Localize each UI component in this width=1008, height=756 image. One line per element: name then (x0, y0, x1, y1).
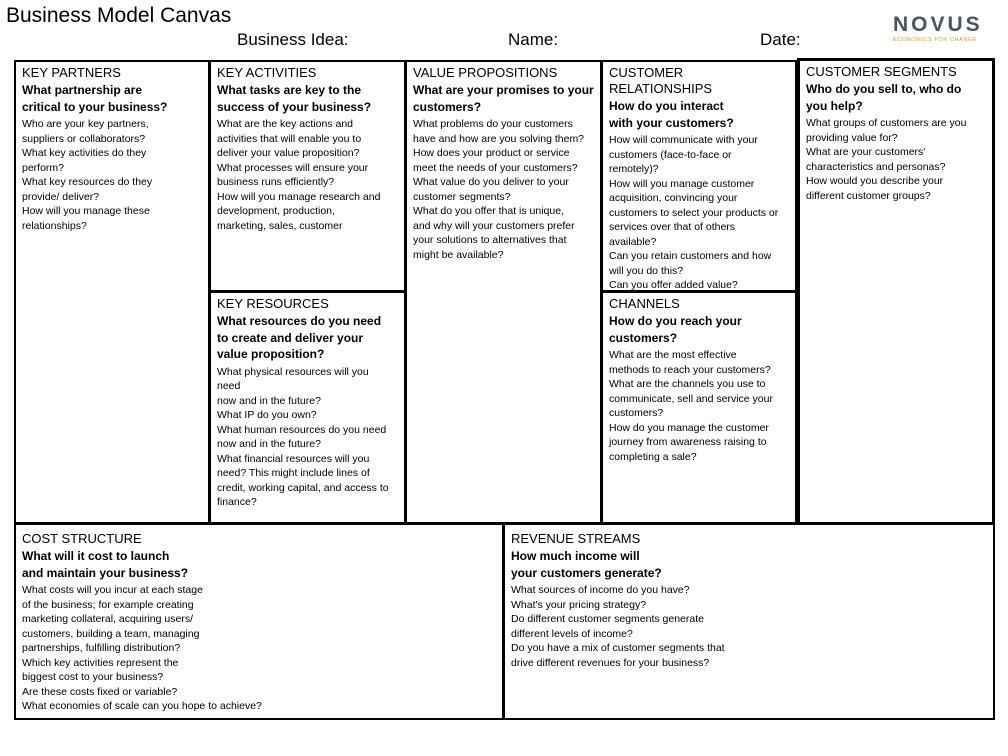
customer-relationships-text: How will communicate with your customers (face-to-face or remotely)? How will you manage customer acquisition, convincing your customers to select your products or services over that of others available? Can you retain customers and how will you do this? Can you offer added value? (609, 134, 779, 291)
key-partners-text: Who are your key partners, suppliers or collaborators? What key activities do they perform? What key resources do they provide/ deliver? How will you manage these relationships? (22, 118, 153, 232)
key-activities-question: What tasks are key to the success of your business? (217, 83, 372, 114)
revenue-streams-text: What sources of income do you have? What's your pricing strategy? Do different customer segments generate different levels of income? Do you have a mix of customer segments that drive different revenues for your business? (511, 584, 725, 669)
customer-relationships-heading: CUSTOMER RELATIONSHIPS (609, 65, 713, 96)
value-propositions-question: What are your promises to your customers? (413, 83, 594, 114)
customer-relationships-box (601, 60, 797, 292)
cost-structure-heading: COST STRUCTURE (22, 531, 142, 546)
customer-relationships-question: How do you interact with your customers? (609, 99, 734, 130)
channels-text: What are the most effective methods to reach your customers? What are the channels you use to communicate, sell and service your customers? How do you manage the customer journey from awareness raising to completing a sale? (609, 349, 773, 463)
key-resources-heading: KEY RESOURCES (217, 296, 329, 311)
logo-tagline: ECONOMICS FOR CHANGE (893, 37, 978, 43)
value-propositions-heading: VALUE PROPOSITIONS (413, 65, 558, 80)
business-idea-label: Business Idea: (237, 30, 349, 49)
cost-structure-box (14, 523, 504, 720)
key-resources-text: What physical resources will you need now and in the future? What IP do you own? What human resources do you need now and in the future? What financial resources will you need? This might include lines of credit, working capital, and access to finance? (217, 365, 389, 508)
novus-logo (893, 14, 983, 48)
cost-structure-question: What will it cost to launch and maintain your business? (22, 549, 189, 580)
key-resources-box (209, 291, 406, 524)
page-title: Business Model Canvas (6, 4, 232, 27)
key-resources-question: What resources do you need to create and deliver your value proposition? (217, 314, 382, 361)
revenue-streams-question: How much income will your customers generate? (511, 549, 662, 580)
customer-segments-text: What groups of customers are you providing value for? What are your customers' characteristics and personas? How would you describe your different customer groups? (806, 117, 967, 202)
key-activities-heading: KEY ACTIVITIES (217, 65, 317, 80)
date-label: Date: (760, 30, 801, 49)
key-activities-box (209, 60, 406, 292)
revenue-streams-box (503, 523, 995, 720)
key-activities-text: What are the key actions and activities that will enable you to deliver your value proposition? What processes will ensure your business runs efficiently? How will you manage research and development, production, marketing, sales, customer (217, 118, 381, 232)
cost-structure-text: What costs will you incur at each stage of the business; for example creating marketing collateral, acquiring users/ customers, building a team, managing partnerships, fulfilling distribution? Which key activities represent the biggest cost to your business? Are these costs fixed or variable? What economies of scale can you hope to achieve? (22, 584, 262, 712)
key-partners-question: What partnership are critical to your business? (22, 83, 168, 114)
key-partners-box (14, 60, 210, 524)
customer-segments-box (797, 58, 995, 525)
channels-box (601, 291, 797, 524)
key-partners-heading: KEY PARTNERS (22, 65, 121, 80)
name-label: Name: (508, 30, 559, 49)
channels-heading: CHANNELS (609, 296, 680, 311)
customer-segments-heading: CUSTOMER SEGMENTS (806, 64, 957, 79)
channels-question: How do you reach your customers? (609, 314, 742, 345)
value-propositions-text: What problems do your customers have and how are you solving them? How does your product or service meet the needs of your customers? What value do you deliver to your customer segments? What do you offer that is unique, and why will your customers prefer your solutions to alternatives that might be available? (413, 118, 585, 261)
customer-segments-question: Who do you sell to, who do you help? (806, 82, 962, 113)
value-propositions-box (405, 60, 602, 524)
revenue-streams-heading: REVENUE STREAMS (511, 531, 641, 546)
logo-wordmark: NOVUS (893, 13, 983, 36)
